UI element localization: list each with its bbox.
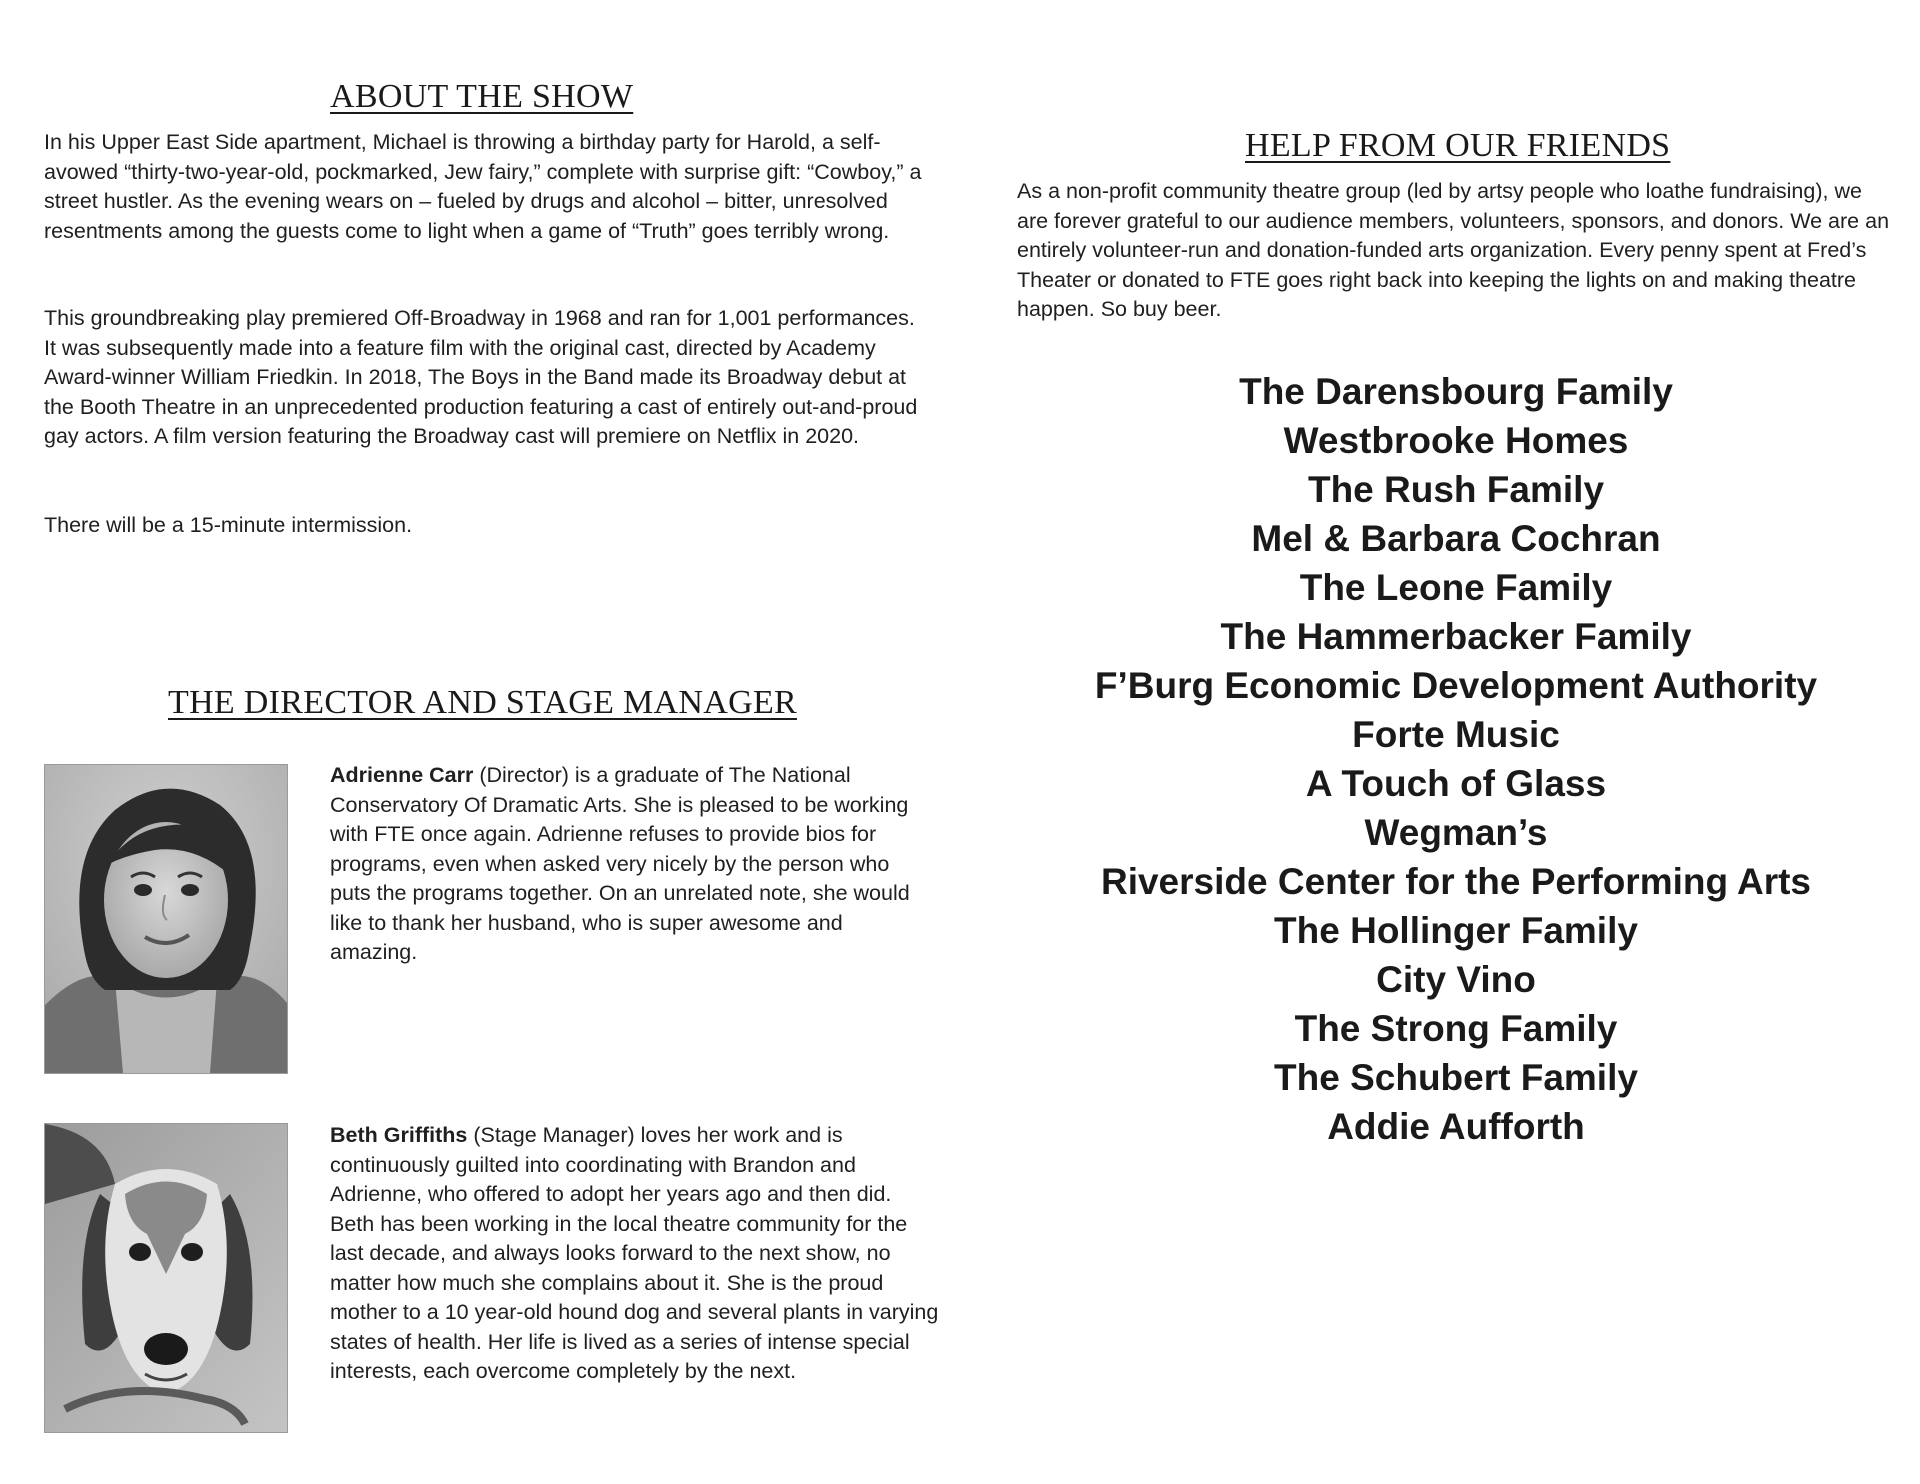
sponsor-item: Wegman’s xyxy=(1364,812,1548,853)
about-paragraph-3: There will be a 15-minute intermission. xyxy=(44,513,413,537)
director-bio xyxy=(330,761,930,968)
sponsor-item: The Leone Family xyxy=(1299,567,1613,608)
beagle-dog-icon xyxy=(45,1124,287,1432)
stage-manager-bio xyxy=(330,1121,940,1387)
sponsor-list xyxy=(1006,367,1906,1151)
friends-heading: HELP FROM OUR FRIENDS xyxy=(1245,127,1671,164)
sponsor-item: The Rush Family xyxy=(1307,469,1605,510)
sponsor-item: Westbrooke Homes xyxy=(1283,420,1629,461)
director-section-heading: THE DIRECTOR AND STAGE MANAGER xyxy=(168,684,797,721)
director-bio-text: (Director) is a graduate of The National Conservatory Of Dramatic Arts. She is pleased to be working with FTE once again. Adrienne refuses to provide bios for programs, even when asked very nicely by the person who puts the programs together. On an unrelated note, she would like to thank her husband, who is super awesome and amazing. xyxy=(330,763,910,964)
sponsor-item: City Vino xyxy=(1376,959,1536,1000)
sponsor-item: The Hammerbacker Family xyxy=(1220,616,1692,657)
sponsor-item: A Touch of Glass xyxy=(1305,763,1607,804)
about-heading: ABOUT THE SHOW xyxy=(330,78,634,115)
woman-portrait-icon xyxy=(45,765,287,1073)
sponsor-item: Riverside Center for the Performing Arts xyxy=(1100,861,1811,902)
friends-intro: As a non-profit community theatre group (led by artsy people who loathe fundraising), we are forever grateful to our audience members, volunteers, sponsors, and donors. We are an entirely volunteer-run and donation-funded arts organization. Every penny spent at Fred’s Theater or donated to FTE goes right back into keeping the lights on and making theatre happen. So buy beer. xyxy=(1017,179,1890,321)
sponsor-item: The Strong Family xyxy=(1294,1008,1618,1049)
sponsor-item: F’Burg Economic Development Authority xyxy=(1094,665,1818,706)
sponsor-item: The Hollinger Family xyxy=(1274,910,1638,951)
sponsor-item: The Schubert Family xyxy=(1274,1057,1638,1098)
about-paragraph-2: This groundbreaking play premiered Off-Broadway in 1968 and ran for 1,001 performances. It was subsequently made into a feature film with the original cast, directed by Academy Award-winner William Friedkin. In 2018, The Boys in the Band made its Broadway debut at the Booth Theatre in an unprecedented production featuring a cast of entirely out-and-proud gay actors. A film version featuring the Broadway cast will premiere on Netflix in 2020. xyxy=(44,306,918,448)
stage-manager-name: Beth Griffiths xyxy=(330,1123,468,1147)
stage-manager-bio-text: (Stage Manager) loves her work and is continuously guilted into coordinating with Brandon and Adrienne, who offered to adopt her years ago and then did. Beth has been working in the local theatre community for the last decade, and always looks forward to the next show, no matter how much she complains about it. She is the proud mother to a 10 year-old hound dog and several plants in varying states of health. Her life is lived as a series of intense special interests, each overcome completely by the next. xyxy=(330,1123,939,1383)
about-paragraph-1: In his Upper East Side apartment, Michael is throwing a birthday party for Harold, a self-avowed “thirty-two-year-old, pockmarked, Jew fairy,” complete with surprise gift: “Cowboy,” a street hustler. As the evening wears on – fueled by drugs and alcohol – bitter, unresolved resentments among the guests come to light when a game of “Truth” goes terribly wrong. xyxy=(44,130,922,243)
sponsor-item: Mel & Barbara Cochran xyxy=(1251,518,1661,559)
sponsor-item: The Darensbourg Family xyxy=(1239,371,1673,412)
sponsor-item: Addie Aufforth xyxy=(1327,1106,1585,1147)
director-name: Adrienne Carr xyxy=(330,763,474,787)
stage-manager-photo xyxy=(44,1123,288,1433)
director-photo xyxy=(44,764,288,1074)
sponsor-item: Forte Music xyxy=(1352,714,1560,755)
